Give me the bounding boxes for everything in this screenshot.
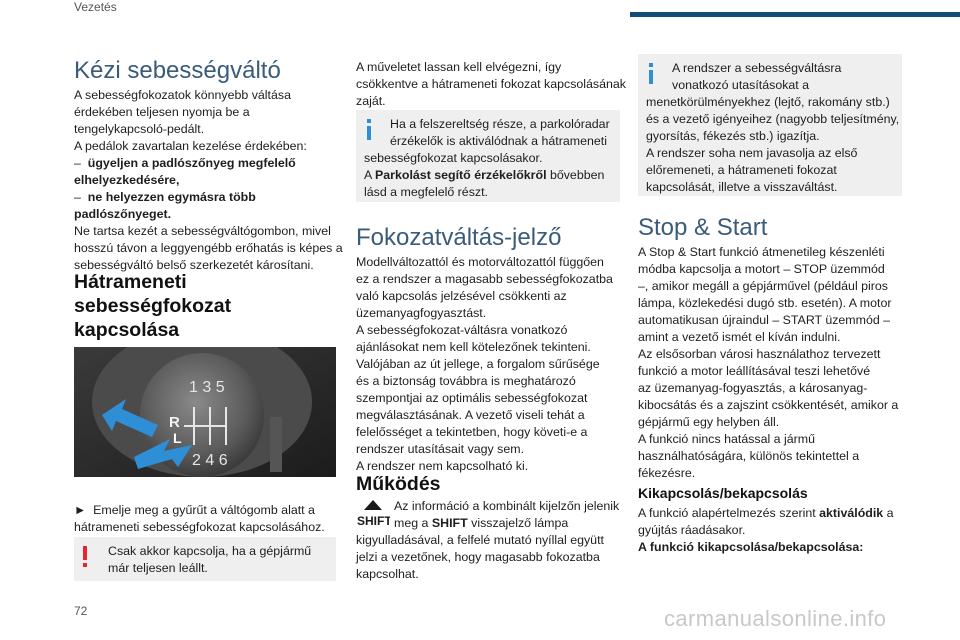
bullet-text-bold: padlószőnyeget. bbox=[74, 207, 172, 221]
text-line: amint a vezető ismét el kíván indulni. bbox=[638, 330, 841, 344]
text-line: felelősséget a tekintetben, hogy követi-e a bbox=[356, 425, 588, 439]
text-line: A műveletet lassan kell elvégezni, így bbox=[356, 60, 562, 74]
info-text: gyorsítás, fékezés stb.) igazítja. bbox=[646, 129, 820, 143]
gear-knob-illustration bbox=[74, 347, 336, 477]
info-text: A rendszer a sebességváltásra bbox=[672, 61, 842, 75]
text-line: Ne tartsa kezét a sebességváltógombon, mivel bbox=[74, 224, 331, 238]
heading-line: sebességfokozat bbox=[74, 295, 232, 317]
activated-keyword: aktiválódik bbox=[819, 506, 884, 520]
bullet-item bbox=[74, 189, 344, 206]
shift-indicator-icon bbox=[356, 499, 390, 527]
warning-text: Csak akkor kapcsolja, ha a gépjármű bbox=[108, 544, 312, 558]
header-accent-bar bbox=[630, 12, 960, 17]
section-title-stop-start: Stop & Start bbox=[638, 214, 768, 241]
text-line: A sebességfokozatok könnyebb váltása bbox=[74, 88, 291, 102]
bullet-item bbox=[74, 155, 344, 172]
text-line: A sebességfokozat-váltásra vonatkozó bbox=[356, 323, 568, 337]
info-text-part: A bbox=[364, 168, 376, 182]
info-box-parking-sensors bbox=[356, 110, 620, 202]
info-text: menetkörülményekhez (lejtő, rakomány stb.) bbox=[646, 95, 890, 109]
text-line: és a biztonság továbbra is meghatározó bbox=[356, 374, 576, 388]
step-line bbox=[74, 502, 344, 519]
parking-sensors-link: Parkolást segítő érzékelőkről bbox=[375, 168, 547, 182]
info-text bbox=[364, 167, 604, 184]
text-line: kibocsátás és a zajszint csökkentését, amikor a bbox=[638, 398, 899, 412]
info-text: lásd a megfelelő részt. bbox=[364, 185, 488, 199]
info-text: érzékelők is aktiválódnak a hátrameneti bbox=[390, 134, 607, 148]
knob-shaft bbox=[270, 417, 282, 472]
info-text: vonatkozó utasításokat a bbox=[672, 78, 810, 92]
text-line: gépjármű egy helyben áll. bbox=[638, 415, 780, 429]
shift-up-arrow-icon bbox=[356, 499, 390, 527]
text-part: meg a bbox=[394, 516, 432, 530]
step-instruction bbox=[74, 502, 344, 536]
bullet-dash: – bbox=[74, 156, 81, 170]
para-gear-indicator bbox=[356, 254, 628, 475]
text-line: való kapcsolás jelzésével csökkenti az bbox=[356, 289, 567, 303]
heading-operation: Működés bbox=[356, 473, 441, 495]
text-line: hosszú távon a leggyengébb erőhatás is képes a bbox=[74, 241, 343, 255]
text-line: érdekében teljesen nyomja be a bbox=[74, 105, 250, 119]
bullet-text-bold: ügyeljen a padlószőnyeg megfelelő bbox=[87, 156, 296, 170]
bullet-text-bold: elhelyezkedésére, bbox=[74, 173, 180, 187]
bullet-dash: – bbox=[74, 190, 81, 204]
text-line bbox=[394, 515, 568, 532]
shift-icon-label: SHIFT bbox=[357, 514, 390, 527]
bullet-text-bold: ne helyezzen egymásra több bbox=[87, 190, 256, 204]
text-part: A funkció alapértelmezés szerint bbox=[638, 506, 820, 520]
info-box-gear-recommendation bbox=[638, 54, 902, 196]
text-line: gyújtás ráadásakor. bbox=[638, 523, 746, 537]
heading-line: kapcsolása bbox=[74, 319, 180, 341]
text-line: A pedálok zavartalan kezelése érdekében: bbox=[74, 139, 307, 153]
heading-line: Hátrameneti bbox=[74, 271, 187, 293]
text-line: Modellváltozattól és motorváltozattól függően bbox=[356, 255, 604, 269]
gear-knob-graphic bbox=[74, 347, 336, 477]
text-line: módba kapcsolja a motort – STOP üzemmód bbox=[638, 262, 885, 276]
text-line: ez a rendszer a magasabb sebességfokozatba bbox=[356, 272, 613, 286]
bullet-item-continued bbox=[74, 206, 344, 223]
text-line: A rendszer nem kapcsolható ki. bbox=[356, 459, 529, 473]
text-part: visszajelző lámpa bbox=[467, 516, 569, 530]
para-deactivate bbox=[638, 505, 910, 556]
bullet-item-continued bbox=[74, 172, 344, 189]
gear-pattern-bottom: 2 4 6 bbox=[192, 452, 228, 469]
page-number: 72 bbox=[74, 604, 88, 618]
text-line: A Stop & Start funkció átmenetileg készenléti bbox=[638, 245, 885, 259]
watermark: carmanualsonline.info bbox=[664, 606, 887, 631]
para-reverse-noise bbox=[356, 59, 628, 110]
text-part: a bbox=[883, 506, 894, 520]
exclamation-icon bbox=[82, 546, 87, 567]
text-line: Az információ a kombinált kijelzőn jelenik bbox=[394, 499, 620, 513]
intro-text bbox=[74, 87, 344, 274]
text-line: automatikusan újraindul – START üzemmód – bbox=[638, 313, 891, 327]
bold-text: A funkció kikapcsolása/bekapcsolása: bbox=[638, 540, 864, 554]
info-text: és a vezető igényeihez (nagyobb teljesítmény, bbox=[646, 112, 900, 126]
text-line: jelzi a vezetőnek, hogy magasabb fokozatba bbox=[356, 550, 600, 564]
info-icon bbox=[648, 63, 653, 84]
text-line: csökkentve a hátrameneti fokozat kapcsolásának bbox=[356, 77, 626, 91]
text-line-bold bbox=[638, 539, 910, 556]
text-line: kigyulladásával, a felfelé mutató nyíllal együtt bbox=[356, 533, 604, 547]
warning-box bbox=[74, 537, 336, 581]
reverse-mark: R bbox=[169, 414, 180, 431]
subheading-deactivate-activate: Kikapcsolás/bekapcsolás bbox=[638, 485, 808, 501]
text-line: –, amikor megáll a gépjárművel (például piros bbox=[638, 279, 888, 293]
info-text: sebességfokozat kapcsolásakor. bbox=[364, 151, 543, 165]
text-line: kapcsolhat. bbox=[356, 567, 419, 581]
shift-keyword: SHIFT bbox=[431, 516, 468, 530]
text-line: tengelykapcsoló-pedált. bbox=[74, 122, 205, 136]
heading-reverse-gear bbox=[74, 270, 344, 342]
text-line: zaját. bbox=[356, 94, 386, 108]
step-marker-icon: ► bbox=[74, 503, 87, 517]
info-text: előremeneti, a hátrameneti fokozat bbox=[646, 163, 837, 177]
text-line: lámpa, közlekedési dugó stb. esetén). A motor bbox=[638, 296, 892, 310]
text-line: használhatóságára, különös tekintettel a bbox=[638, 449, 860, 463]
text-line: funkció a motor leállításával teszi lehetővé bbox=[638, 364, 871, 378]
info-text-block bbox=[646, 94, 900, 196]
para-stop-start bbox=[638, 244, 910, 482]
section-title-gear-indicator: Fokozatváltás-jelző bbox=[356, 224, 562, 251]
text-line: Valójában az út jellege, a forgalom sűrűsége bbox=[356, 357, 600, 371]
text-line: Az elsősorban városi használathoz tervezett bbox=[638, 347, 881, 361]
section-header: Vezetés bbox=[74, 0, 117, 14]
info-icon bbox=[366, 119, 371, 140]
text-line: fékezésre. bbox=[638, 466, 696, 480]
text-line: megválasztásának. A vezető viseli tehát a bbox=[356, 408, 585, 422]
text-line bbox=[638, 505, 910, 522]
step-line: hátrameneti sebességfokozat kapcsolásához. bbox=[74, 520, 325, 534]
text-line: üzemanyagfogyasztást. bbox=[356, 306, 487, 320]
info-text: Ha a felszereltség része, a parkolóradar bbox=[390, 117, 610, 131]
step-text: Emelje meg a gyűrűt a váltógomb alatt a bbox=[93, 503, 315, 517]
info-text: kapcsolását, illetve a visszaváltást. bbox=[646, 180, 838, 194]
para-operation bbox=[356, 532, 628, 583]
warning-text: már teljesen leállt. bbox=[108, 561, 208, 575]
text-line: rendszer utasításait vagy sem. bbox=[356, 442, 525, 456]
section-title-manual-gearbox: Kézi sebességváltó bbox=[74, 57, 281, 84]
gear-knob-l-mark: L bbox=[173, 430, 182, 446]
text-line: az üzemanyag-fogyasztás, a károsanyag- bbox=[638, 381, 868, 395]
text-line: sebességváltó belső szerkezetét károsítani. bbox=[74, 258, 314, 272]
text-line: A funkció nincs hatással a jármű bbox=[638, 432, 816, 446]
text-line: ajánlásokat nem kell kötelezőnek tekinteni. bbox=[356, 340, 591, 354]
gear-pattern-top: 1 3 5 bbox=[189, 379, 225, 396]
info-text-part: bővebben bbox=[546, 168, 605, 182]
info-text: A rendszer soha nem javasolja az első bbox=[646, 146, 858, 160]
text-line: szempontjai az optimális sebességfokozat bbox=[356, 391, 588, 405]
